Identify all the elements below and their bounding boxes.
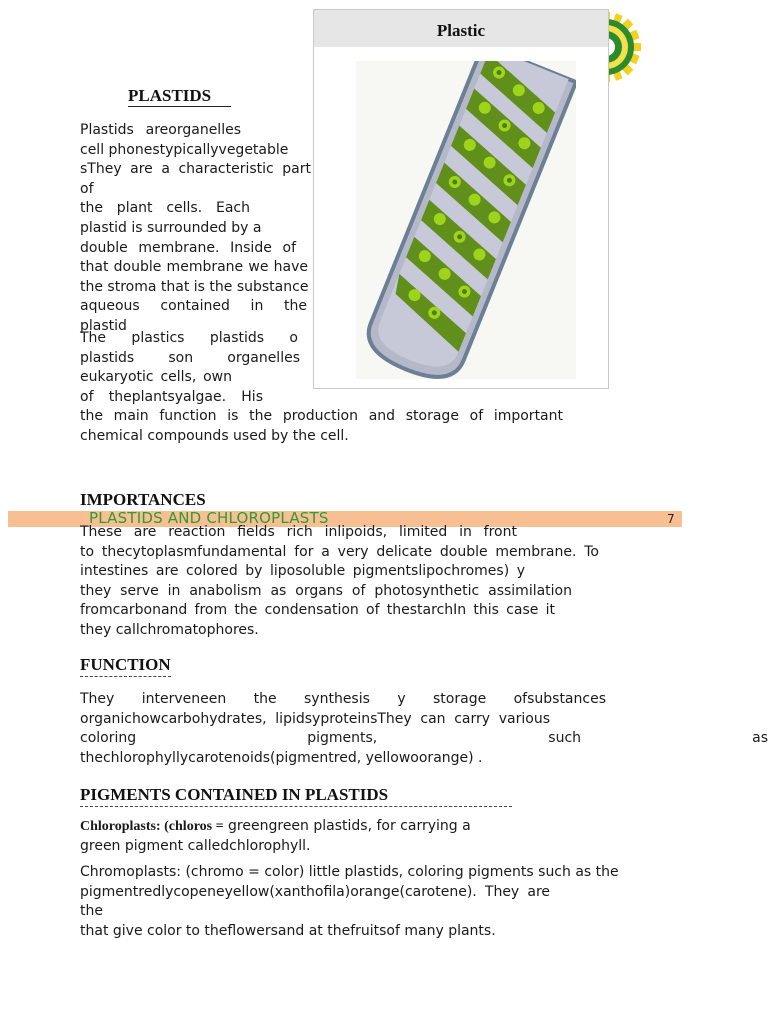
text-line: These are reaction fields rich inlipoids, limited in front (80, 524, 517, 540)
chromoplasts-paragraph (80, 863, 620, 941)
text-line: organichowcarbohydrates, lipidsyproteinsThey can carry various (80, 710, 550, 727)
function-paragraph (80, 690, 768, 768)
plastids-paragraph-1 (80, 121, 311, 337)
text-line: coloring pigments, such as (80, 730, 768, 747)
text-line: aqueous contained in the (80, 298, 307, 315)
chloroplasts-term: Chloroplasts: (chloros = (80, 819, 224, 834)
text-line: sThey are a characteristic part of (80, 161, 311, 197)
text-line: the main function is the production and storage of important (80, 408, 563, 425)
figure-title: Plastic (314, 10, 608, 47)
function-heading: FUNCTION (80, 655, 171, 677)
text-line: Chromoplasts: (chromo = color) little plastids, coloring pigments such as the (80, 864, 619, 880)
importances-heading: IMPORTANCES (80, 490, 208, 512)
text-line: thechlorophyllycarotenoids(pigmentred, yellowoorange) . (80, 749, 483, 766)
text-line (80, 817, 500, 837)
text-line: Plastids areorganelles (80, 122, 241, 138)
text-line: cell phonestypicallyvegetable (80, 141, 289, 158)
text-line: pigmentredlycopeneyellow(xanthofila)orange(carotene). They are the (80, 883, 550, 920)
plastids-heading: PLASTIDS (128, 86, 231, 107)
text-line: intestines are colored by liposoluble pigmentslipochromes) y (80, 563, 525, 580)
plastids-paragraph-2 (80, 329, 566, 447)
importances-paragraph (80, 523, 601, 641)
text-line: eukaryotic cells, own (80, 369, 232, 386)
text-line: plastid (80, 317, 127, 334)
text-line: green pigment calledchlorophyll. (80, 837, 311, 854)
page-number: 7 (667, 512, 675, 526)
text-line: to thecytoplasmfundamental for a very delicate double membrane. To (80, 543, 599, 560)
text-line: of theplantsyalgae. His (80, 388, 263, 405)
text-line: that double membrane we have (80, 259, 308, 276)
institution-logo (604, 11, 641, 83)
text-line: the stroma that is the substance (80, 278, 309, 295)
text-line: that give color to theflowersand at thefruitsof many plants. (80, 922, 496, 939)
text-line: the plant cells. Each (80, 200, 250, 217)
text-line: they serve in anabolism as organs of photosynthetic assimilation (80, 582, 572, 599)
text-line: chemical compounds used by the cell. (80, 427, 349, 444)
text-line: fromcarbonand from the condensation of thestarchIn this case it (80, 602, 555, 619)
pigments-heading: PIGMENTS CONTAINED IN PLASTIDS (80, 785, 512, 807)
chloroplasts-paragraph (80, 817, 500, 856)
text-line: plastids son organelles (80, 349, 300, 366)
text-line: They interveneen the synthesis y storage ofsubstances (80, 691, 606, 707)
text-line: double membrane. Inside of (80, 239, 296, 256)
text-line: plastid is surrounded by a (80, 219, 262, 236)
strip-title: PLASTIDS AND CHLOROPLASTS (89, 509, 329, 527)
text-line: The plastics plastids o (80, 330, 298, 346)
text-line: they callchromatophores. (80, 621, 259, 638)
chloroplasts-description: greengreen plastids, for carrying a (223, 818, 471, 834)
